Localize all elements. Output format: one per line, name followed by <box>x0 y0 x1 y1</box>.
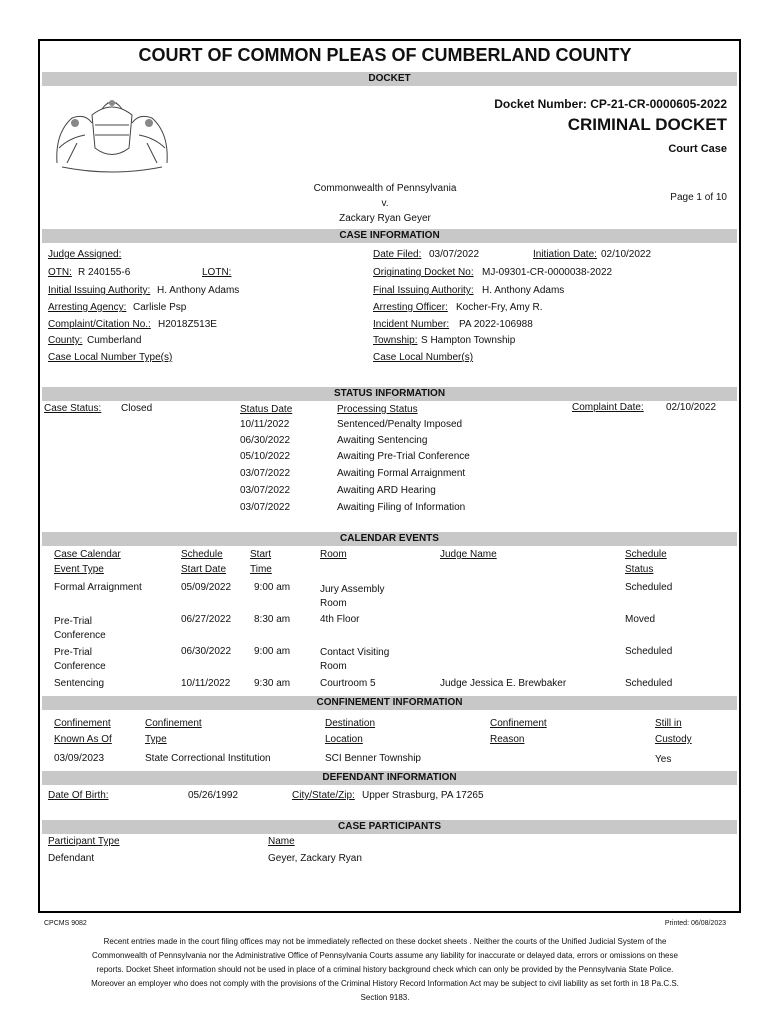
cal-room: Room <box>320 661 347 672</box>
cal-date: 06/30/2022 <box>181 646 232 657</box>
local-type-label: Case Local Number Type(s) <box>48 352 173 363</box>
printed-date: Printed: 06/08/2023 <box>664 920 726 927</box>
cal-event: Conference <box>54 661 106 672</box>
participants-band: CASE PARTICIPANTS <box>42 820 737 834</box>
dob-label: Date Of Birth: <box>48 790 109 801</box>
calendar-band: CALENDAR EVENTS <box>42 532 737 546</box>
arresting-officer-label: Arresting Officer: <box>373 302 448 313</box>
judge-label: Judge Assigned: <box>48 249 122 260</box>
form-number: CPCMS 9082 <box>44 920 87 927</box>
caption-line-2: v. <box>381 198 389 209</box>
arresting-agency-value: Carlisle Psp <box>133 302 187 313</box>
township-label: Township: <box>373 335 418 346</box>
city-label: City/State/Zip: <box>292 790 355 801</box>
date-filed-label: Date Filed: <box>373 249 422 260</box>
status-row-status: Awaiting Formal Arraignment <box>337 468 466 479</box>
conf-header-custody: Still in <box>655 718 682 729</box>
complaint-label: Complaint/Citation No.: <box>48 319 151 330</box>
cal-header-schedule: Start Date <box>181 564 227 575</box>
initiation-label: Initiation Date: <box>533 249 597 260</box>
case-info-band: CASE INFORMATION <box>42 229 737 243</box>
case-status-value: Closed <box>121 403 153 414</box>
conf-dest: SCI Benner Township <box>325 753 421 764</box>
conf-header-custody: Custody <box>655 734 692 745</box>
cal-room: Courtroom 5 <box>320 678 376 689</box>
participant-type: Defendant <box>48 853 95 864</box>
cal-event: Pre-Trial <box>54 616 92 627</box>
cal-status: Scheduled <box>625 678 673 689</box>
city-value: Upper Strasburg, PA 17265 <box>362 790 484 801</box>
cal-judge: Judge Jessica E. Brewbaker <box>440 678 567 689</box>
participant-type-header: Participant Type <box>48 836 120 847</box>
otn-label: OTN: <box>48 267 72 278</box>
court-case-label: Court Case <box>668 143 727 155</box>
cal-event: Sentencing <box>54 678 105 689</box>
incident-value: PA 2022-106988 <box>459 319 533 330</box>
conf-header-known: Known As Of <box>54 734 112 745</box>
date-filed-value: 03/07/2022 <box>429 249 480 260</box>
conf-header-dest: Location <box>325 734 363 745</box>
confinement-band: CONFINEMENT INFORMATION <box>42 696 737 710</box>
lotn-label: LOTN: <box>202 267 232 278</box>
caption-line-3: Zackary Ryan Geyer <box>339 213 431 224</box>
cal-time: 9:30 am <box>254 678 291 689</box>
final-authority-label: Final Issuing Authority: <box>373 285 474 296</box>
status-row-date: 03/07/2022 <box>240 485 291 496</box>
county-value: Cumberland <box>87 335 142 346</box>
cal-room: 4th Floor <box>320 614 360 625</box>
cal-room: Contact Visiting <box>320 647 390 658</box>
docket-number: Docket Number: CP-21-CR-0000605-2022 <box>494 97 727 111</box>
arresting-officer-value: Kocher-Fry, Amy R. <box>456 302 543 313</box>
status-row-date: 10/11/2022 <box>240 419 290 430</box>
dob-value: 05/26/1992 <box>188 790 239 801</box>
complaint-date-value: 02/10/2022 <box>666 402 717 413</box>
cal-header-schedule: Schedule <box>181 549 223 560</box>
cal-header-start: Start <box>250 549 272 560</box>
processing-status-header: Processing Status <box>337 404 418 415</box>
docket-band: DOCKET <box>42 72 737 86</box>
cal-room: Jury Assembly <box>320 584 385 595</box>
final-authority-value: H. Anthony Adams <box>482 285 565 296</box>
cal-header-start: Time <box>250 564 272 575</box>
disclaimer-text: Recent entries made in the court filing offices may not be immediately reflected on these docket sheets . Neither the courts of the Unified Judicial System of the Commonwealth of Pennsylvania nor the Administrative Office of Pennsylvania Courts assume any liability for inaccurate or delayed data, errors or omissions on these reports. Docket Sheet information should not be used in place of a criminal history background check which can only be provided by the Pennsylvania State Police. Moreover an employer who does not comply with the provisions of the Criminal History Record Information Act may be subject to civil liability as set forth in 18 Pa.C.S. Section 9183. <box>91 937 679 1002</box>
cal-status: Scheduled <box>625 582 673 593</box>
cal-date: 06/27/2022 <box>181 614 232 625</box>
page-number: Page 1 of 10 <box>670 192 727 203</box>
cal-event: Formal Arraignment <box>54 582 142 593</box>
otn-value: R 240155-6 <box>78 267 131 278</box>
defendant-band: DEFENDANT INFORMATION <box>42 771 737 785</box>
case-status-label: Case Status: <box>44 403 102 414</box>
cal-status: Moved <box>625 614 656 625</box>
cal-header-status: Schedule <box>625 549 667 560</box>
status-row-status: Sentenced/Penalty Imposed <box>337 419 463 430</box>
conf-header-known: Confinement <box>54 718 111 729</box>
conf-header-type: Confinement <box>145 718 202 729</box>
cal-date: 05/09/2022 <box>181 582 232 593</box>
cal-date: 10/11/2022 <box>181 678 231 689</box>
cal-event: Conference <box>54 630 106 641</box>
status-row-date: 03/07/2022 <box>240 502 291 513</box>
conf-known: 03/09/2023 <box>54 753 105 764</box>
status-row-date: 03/07/2022 <box>240 468 291 479</box>
initiation-value: 02/10/2022 <box>601 249 652 260</box>
conf-header-type: Type <box>145 734 167 745</box>
cal-status: Scheduled <box>625 646 673 657</box>
status-date-header: Status Date <box>240 404 293 415</box>
cal-header-status: Status <box>625 564 654 575</box>
township-value: S Hampton Township <box>421 335 516 346</box>
complaint-value: H2018Z513E <box>158 319 217 330</box>
initial-authority-value: H. Anthony Adams <box>157 285 240 296</box>
cal-header-event: Case Calendar <box>54 549 121 560</box>
cal-header-judge: Judge Name <box>440 549 497 560</box>
status-row-status: Awaiting Sentencing <box>337 435 428 446</box>
cal-header-room: Room <box>320 549 347 560</box>
orig-docket-label: Originating Docket No: <box>373 267 474 278</box>
conf-header-reason: Confinement <box>490 718 547 729</box>
status-row-status: Awaiting Filing of Information <box>337 502 466 513</box>
orig-docket-value: MJ-09301-CR-0000038-2022 <box>482 267 613 278</box>
caption-line-1: Commonwealth of Pennsylvania <box>313 183 457 194</box>
initial-authority-label: Initial Issuing Authority: <box>48 285 151 296</box>
conf-header-reason: Reason <box>490 734 525 745</box>
cal-header-event: Event Type <box>54 564 104 575</box>
conf-type: State Correctional Institution <box>145 753 271 764</box>
court-title: COURT OF COMMON PLEAS OF CUMBERLAND COUNTY <box>138 45 632 65</box>
conf-header-dest: Destination <box>325 718 376 729</box>
arresting-agency-label: Arresting Agency: <box>48 302 127 313</box>
participant-name: Geyer, Zackary Ryan <box>268 853 362 864</box>
cal-event: Pre-Trial <box>54 647 92 658</box>
incident-label: Incident Number: <box>373 319 450 330</box>
cal-time: 9:00 am <box>254 646 291 657</box>
status-info-band: STATUS INFORMATION <box>42 387 737 401</box>
cal-time: 9:00 am <box>254 582 291 593</box>
status-row-date: 06/30/2022 <box>240 435 291 446</box>
complaint-date-label: Complaint Date: <box>572 402 644 413</box>
cal-time: 8:30 am <box>254 614 291 625</box>
cal-room: Room <box>320 598 347 609</box>
pennsylvania-seal-icon <box>47 93 177 173</box>
doc-type: CRIMINAL DOCKET <box>567 115 727 134</box>
status-row-date: 05/10/2022 <box>240 451 291 462</box>
local-number-label: Case Local Number(s) <box>373 352 474 363</box>
conf-custody: Yes <box>655 754 672 765</box>
participant-name-header: Name <box>268 836 295 847</box>
status-row-status: Awaiting ARD Hearing <box>337 485 436 496</box>
county-label: County: <box>48 335 83 346</box>
status-row-status: Awaiting Pre-Trial Conference <box>337 451 470 462</box>
